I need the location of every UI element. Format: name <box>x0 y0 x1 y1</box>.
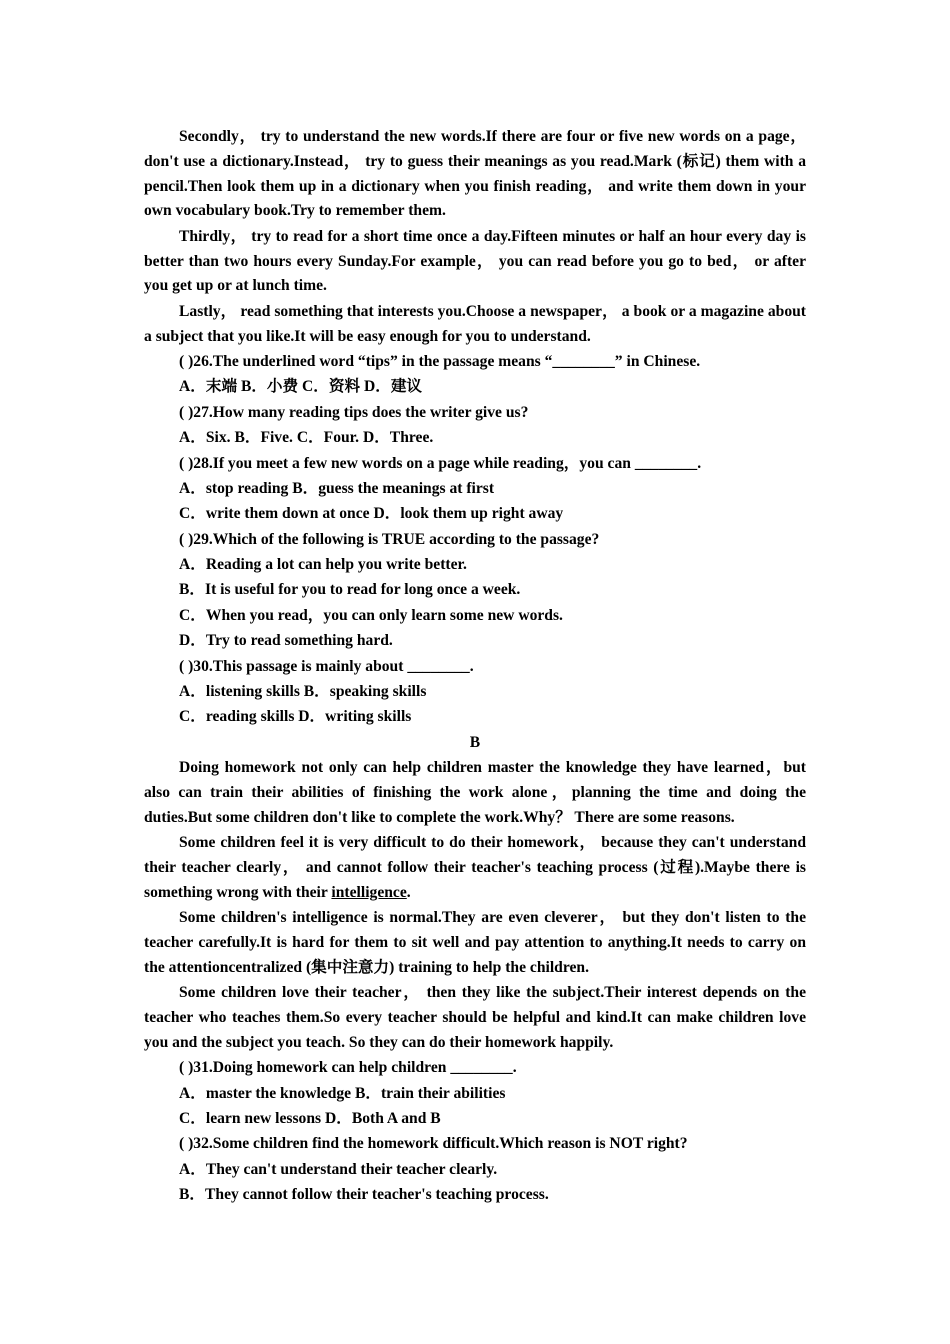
question-26: ( )26.The underlined word “tips” in the passage means “________” in Chinese. <box>179 352 701 370</box>
question-27-options: A．Six. B．Five. C．Four. D．Three. <box>179 429 434 447</box>
paragraph-b2-text: Some children feel it is very difficult to do their homework， because they can't understand their teacher clearly， and cannot follow their teacher's teaching process (过程).Maybe there is something wrong with their <box>144 834 806 901</box>
paragraph-b1: Doing homework not only can help children master the knowledge they have learned，but also can train their abilities of finishing the work alone，planning the time and doing the duties.But some children don't like to complete the work.Why？ There are some reasons. <box>144 759 806 826</box>
question-29-option-c: C．When you read，you can only learn some new words. <box>179 606 563 624</box>
paragraph-b2-end: . <box>406 883 411 901</box>
question-30-options-ab: A．listening skills B．speaking skills <box>179 683 427 701</box>
question-27: ( )27.How many reading tips does the writer give us? <box>179 403 529 421</box>
question-32-option-b: B．They cannot follow their teacher's teaching process. <box>179 1186 549 1204</box>
question-29-option-a: A．Reading a lot can help you write better. <box>179 556 467 574</box>
paragraph-thirdly: Thirdly， try to read for a short time once a day.Fifteen minutes or half an hour every day is better than two hours every Sunday.For example， you can read before you go to bed， or after you get up or at lunch time. <box>144 227 806 295</box>
question-32: ( )32.Some children find the homework difficult.Which reason is NOT right? <box>179 1135 688 1153</box>
document-page <box>144 125 806 1208</box>
question-28: ( )28.If you meet a few new words on a page while reading，you can ________. <box>179 454 702 472</box>
section-heading-b: B <box>469 733 481 751</box>
underlined-word: intelligence <box>331 883 407 901</box>
question-28-options-cd: C．write them down at once D．look them up right away <box>179 505 564 523</box>
paragraph-secondly: Secondly， try to understand the new words.If there are four or five new words on a page， don't use a dictionary.Instead， try to guess their meanings as you read.Mark (标记) them with a pencil.Then look them up in a dictionary when you finish reading， and write them down in your own vocabulary book.Try to remember them. <box>144 128 806 220</box>
question-29-option-d: D．Try to read something hard. <box>179 632 393 650</box>
question-29-option-b: B．It is useful for you to read for long once a week. <box>179 581 521 599</box>
question-32-option-a: A．They can't understand their teacher clearly. <box>179 1160 498 1178</box>
question-31-options-cd: C．learn new lessons D．Both A and B <box>179 1109 441 1127</box>
question-26-options: A．末端 B．小费 C．资料 D．建议 <box>179 378 423 396</box>
question-30-options-cd: C．reading skills D．writing skills <box>179 708 412 726</box>
question-28-options-ab: A．stop reading B．guess the meanings at first <box>179 479 495 497</box>
question-31: ( )31.Doing homework can help children ________. <box>179 1059 517 1077</box>
paragraph-b3: Some children's intelligence is normal.They are even cleverer， but they don't listen to the teacher carefully.It is hard for them to sit well and pay attention to anything.It needs to carry on the attentioncentralized (集中注意力) training to help the children. <box>144 909 806 976</box>
paragraph-b2 <box>144 831 806 905</box>
question-30: ( )30.This passage is mainly about ________. <box>179 657 474 675</box>
paragraph-lastly: Lastly， read something that interests you.Choose a newspaper， a book or a magazine about a subject that you like.It will be easy enough for you to understand. <box>144 302 806 345</box>
question-29: ( )29.Which of the following is TRUE according to the passage? <box>179 530 600 548</box>
question-31-options-ab: A．master the knowledge B．train their abilities <box>179 1084 506 1102</box>
paragraph-b4: Some children love their teacher， then they like the subject.Their interest depends on the teacher who teaches them.So every teacher should be helpful and kind.It can make children love you and the subject you teach. So they can do their homework happily. <box>144 984 806 1051</box>
